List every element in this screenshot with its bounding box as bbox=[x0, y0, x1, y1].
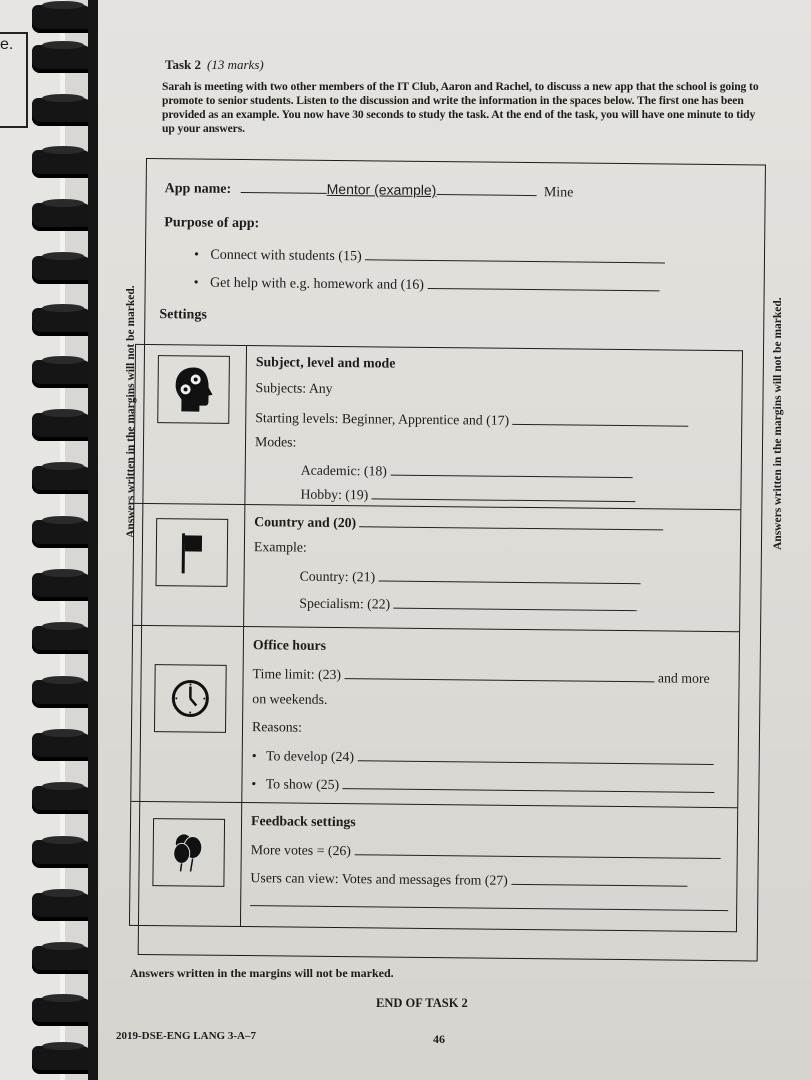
app-name-example-answer: Mentor (example) bbox=[326, 180, 437, 199]
users-view-text: Users can view: Votes and messages from (27) bbox=[250, 870, 508, 888]
country-content bbox=[253, 505, 740, 632]
end-of-task: END OF TASK 2 bbox=[376, 996, 468, 1010]
country-heading-row bbox=[254, 513, 664, 534]
page-shadow-edge bbox=[88, 0, 98, 1080]
icon-column bbox=[133, 504, 245, 627]
more-votes-row bbox=[251, 841, 721, 863]
app-name-row bbox=[165, 179, 574, 201]
reason-row-24 bbox=[252, 747, 714, 769]
example-label: Example: bbox=[253, 539, 307, 555]
time-limit-text: Time limit: (23) bbox=[252, 666, 342, 683]
settings-heading: Settings bbox=[159, 307, 207, 323]
icon-frame bbox=[152, 818, 225, 887]
binding-ring bbox=[32, 256, 92, 284]
binding-ring bbox=[32, 98, 92, 126]
app-name-line-end[interactable] bbox=[436, 182, 536, 196]
answer-blank-21[interactable] bbox=[379, 568, 641, 584]
modes-label: Modes: bbox=[254, 434, 297, 450]
answer-blank-16[interactable] bbox=[427, 276, 659, 291]
icon-frame bbox=[156, 518, 229, 587]
country-row bbox=[300, 568, 641, 589]
reason-show-text: To show (25) bbox=[265, 776, 340, 793]
answer-blank-27[interactable] bbox=[511, 872, 687, 887]
flag-icon bbox=[172, 529, 212, 575]
settings-row-office-hours bbox=[131, 625, 739, 808]
starting-levels-row bbox=[255, 409, 688, 431]
binding-ring bbox=[32, 1046, 92, 1074]
task-title-text: Task 2 bbox=[165, 57, 202, 72]
subject-content bbox=[254, 346, 742, 509]
icon-column bbox=[131, 626, 244, 803]
exam-page bbox=[98, 0, 811, 1080]
settings-row-subject bbox=[134, 345, 742, 509]
bullet-icon: • bbox=[193, 275, 199, 291]
academic-text: Academic: (18) bbox=[300, 462, 388, 479]
weekends-text: on weekends. bbox=[252, 691, 328, 707]
binding-ring bbox=[32, 360, 92, 388]
paper-code: 2019-DSE-ENG LANG 3-A–7 bbox=[116, 1030, 256, 1042]
purpose-item-15 bbox=[194, 246, 665, 269]
reason-develop-text: To develop (24) bbox=[265, 748, 355, 765]
binding-ring bbox=[32, 45, 92, 73]
answer-blank-22[interactable] bbox=[394, 596, 638, 612]
app-name-line-start bbox=[241, 180, 327, 194]
bullet-icon: • bbox=[251, 748, 257, 764]
academic-row bbox=[301, 462, 633, 482]
office-hours-content bbox=[251, 627, 739, 808]
left-page-text: e. bbox=[0, 36, 14, 53]
binding-ring bbox=[32, 308, 92, 336]
binding-ring bbox=[32, 893, 92, 921]
clock-icon bbox=[168, 676, 212, 720]
binding-ring bbox=[32, 203, 92, 231]
app-name-label: App name: bbox=[164, 181, 232, 197]
answer-blank-24[interactable] bbox=[357, 748, 713, 765]
binding-ring bbox=[32, 466, 92, 494]
section-heading-subject: Subject, level and mode bbox=[255, 354, 396, 371]
section-heading-office-hours: Office hours bbox=[252, 637, 327, 653]
purpose-item-text: Connect with students (15) bbox=[210, 247, 362, 265]
reason-row-25 bbox=[251, 775, 714, 797]
answer-blank-25[interactable] bbox=[343, 776, 715, 793]
answer-blank-26[interactable] bbox=[354, 842, 720, 859]
margin-note-left: Answers written in the margins will not be marked. bbox=[125, 285, 137, 538]
answer-blank-20[interactable] bbox=[360, 514, 664, 530]
starting-levels-text: Starting levels: Beginner, Apprentice and (17) bbox=[255, 410, 510, 428]
feedback-content bbox=[250, 803, 737, 932]
binding-ring bbox=[32, 998, 92, 1026]
section-heading-feedback: Feedback settings bbox=[250, 813, 356, 830]
purpose-item-16 bbox=[194, 274, 660, 297]
answer-blank-15[interactable] bbox=[365, 247, 665, 263]
binding-ring bbox=[32, 150, 92, 178]
hobby-text: Hobby: (19) bbox=[300, 486, 369, 503]
answer-blank-19[interactable] bbox=[372, 486, 636, 502]
bullet-icon: • bbox=[193, 247, 199, 263]
section-heading-country: Country and (20) bbox=[254, 514, 357, 531]
country-text: Country: (21) bbox=[299, 568, 376, 585]
settings-row-feedback bbox=[130, 801, 737, 932]
answer-blank-27-continued[interactable] bbox=[250, 893, 728, 911]
hobby-row bbox=[300, 486, 635, 507]
icon-column bbox=[134, 345, 247, 504]
reasons-label: Reasons: bbox=[251, 719, 302, 735]
binding-ring bbox=[32, 680, 92, 708]
task-marks: (13 marks) bbox=[207, 57, 264, 72]
icon-column bbox=[130, 802, 242, 927]
binding-ring bbox=[32, 413, 92, 441]
page-number: 46 bbox=[433, 1032, 445, 1046]
settings-table bbox=[129, 344, 743, 932]
bullet-icon: • bbox=[251, 776, 257, 792]
answer-blank-18[interactable] bbox=[390, 463, 632, 479]
more-votes-text: More votes = (26) bbox=[250, 842, 351, 859]
icon-frame bbox=[157, 355, 230, 424]
binding-ring bbox=[32, 946, 92, 974]
binding-ring bbox=[32, 5, 92, 33]
balloons-icon bbox=[168, 829, 208, 875]
specialism-row bbox=[299, 595, 637, 616]
users-view-row bbox=[250, 869, 687, 891]
answer-blank-23[interactable] bbox=[344, 666, 654, 682]
icon-frame bbox=[154, 664, 227, 733]
time-limit-row bbox=[253, 665, 710, 687]
binding-ring bbox=[32, 520, 92, 548]
task-title bbox=[165, 57, 264, 73]
binding-ring bbox=[32, 573, 92, 601]
users-view-continuation bbox=[250, 893, 728, 915]
binding-ring bbox=[32, 786, 92, 814]
binding-ring bbox=[32, 840, 92, 868]
subjects-text: Subjects: Any bbox=[255, 380, 333, 396]
app-name-suffix: Mine bbox=[543, 185, 574, 201]
answer-blank-17[interactable] bbox=[513, 412, 689, 427]
specialism-text: Specialism: (22) bbox=[299, 595, 391, 612]
purpose-item-text: Get help with e.g. homework and (16) bbox=[210, 275, 425, 293]
margin-note-right: Answers written in the margins will not be marked. bbox=[772, 297, 784, 550]
binding-ring bbox=[32, 733, 92, 761]
binding-ring bbox=[32, 626, 92, 654]
settings-row-country bbox=[133, 503, 740, 632]
head-gears-icon bbox=[171, 365, 216, 413]
purpose-heading: Purpose of app: bbox=[164, 215, 260, 232]
and-more-text: and more bbox=[657, 670, 710, 686]
task-instructions: Sarah is meeting with two other members of the IT Club, Aaron and Rachel, to discuss a new app that the school is going to promote to senior students. Listen to the discussion and write the information in the spaces below. The first one has been provided as an example. You now have 30 seconds to study the task. At the end of the task, you will have one minute to tidy up your answers. bbox=[162, 80, 759, 135]
footer-margin-note: Answers written in the margins will not be marked. bbox=[130, 966, 394, 980]
answer-form bbox=[138, 158, 766, 961]
